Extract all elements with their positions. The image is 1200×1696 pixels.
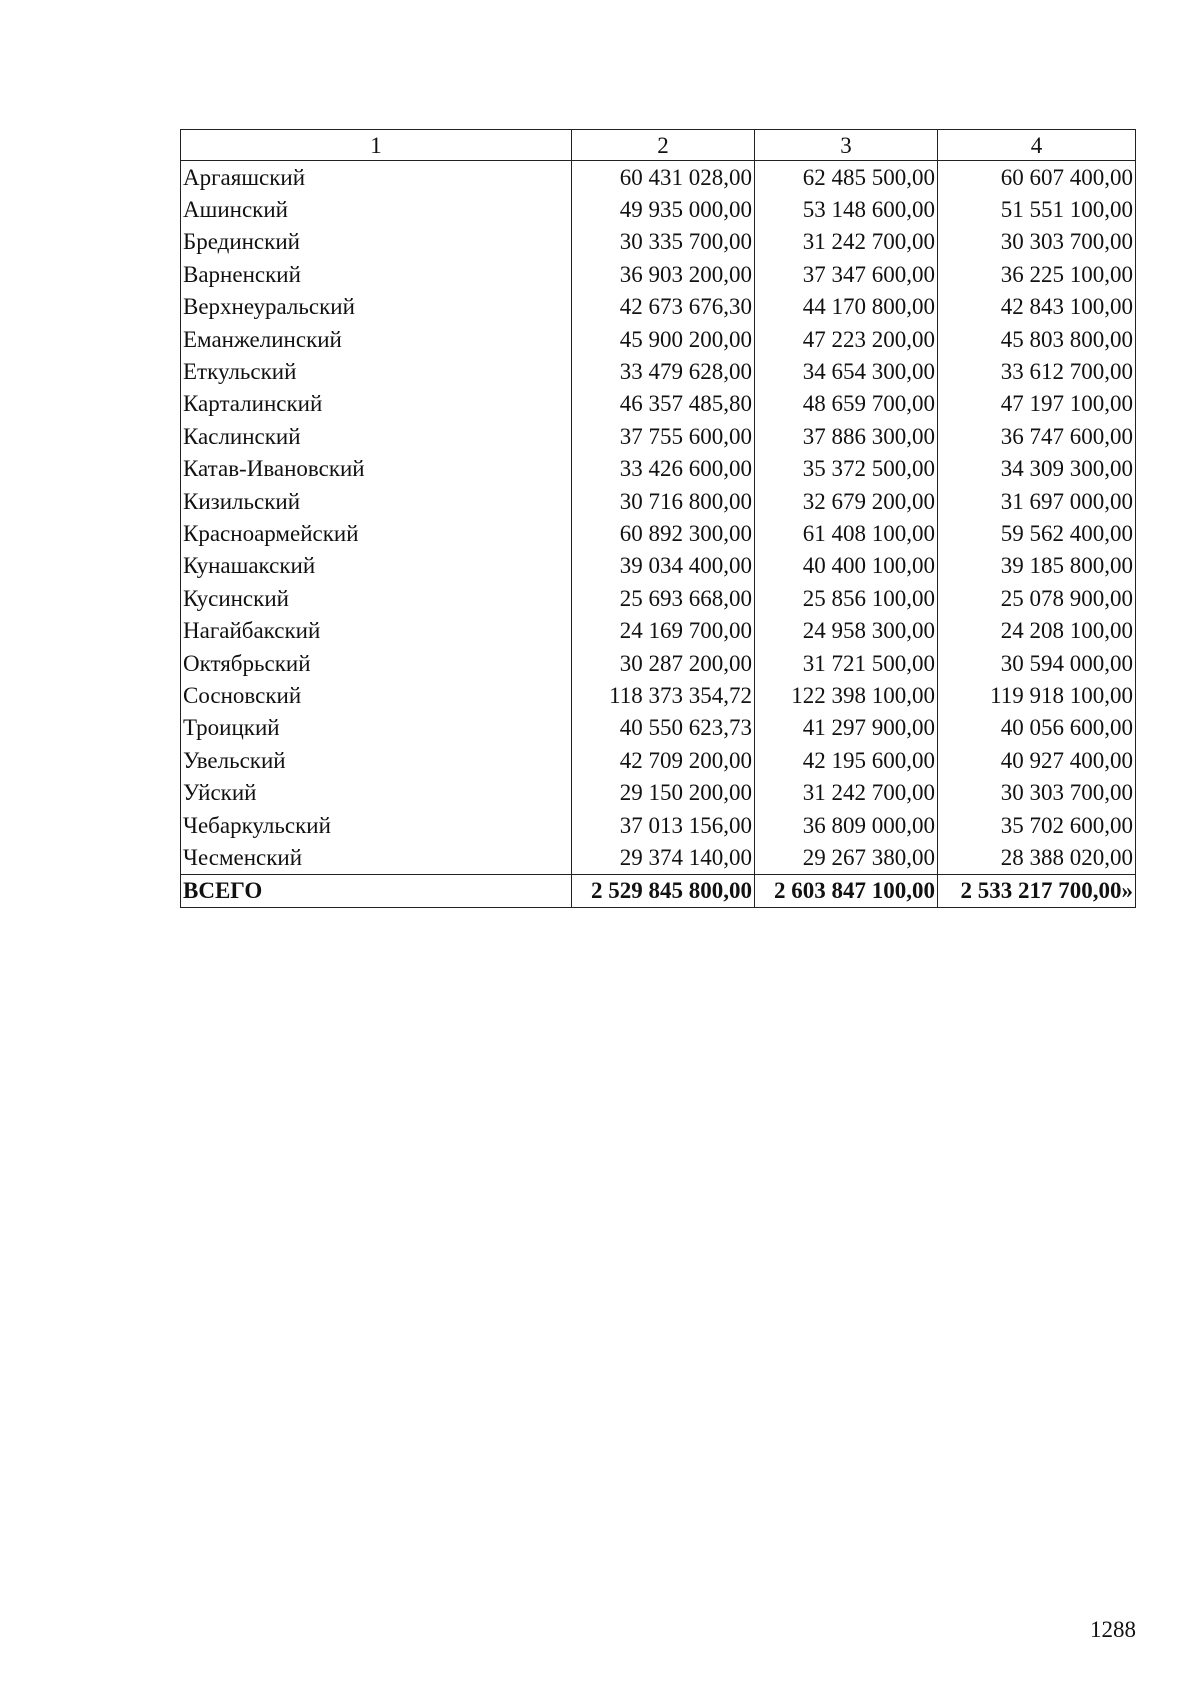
value-col-2-cell: 45 900 200,00 — [572, 323, 755, 355]
table-row — [181, 614, 1136, 646]
value-col-4-cell: 34 309 300,00 — [938, 453, 1136, 485]
value-col-4-cell: 35 702 600,00 — [938, 809, 1136, 841]
value-col-2-cell: 33 479 628,00 — [572, 355, 755, 387]
district-name-cell: Брединский — [181, 226, 572, 258]
district-name-cell: Увельский — [181, 744, 572, 776]
value-col-4-cell: 30 303 700,00 — [938, 776, 1136, 808]
value-col-2-cell: 40 550 623,73 — [572, 712, 755, 744]
value-col-2-cell: 24 169 700,00 — [572, 614, 755, 646]
value-col-4-cell: 47 197 100,00 — [938, 388, 1136, 420]
value-col-2-cell: 29 150 200,00 — [572, 776, 755, 808]
table-row — [181, 420, 1136, 452]
value-col-2-cell: 30 287 200,00 — [572, 647, 755, 679]
value-col-2-cell: 36 903 200,00 — [572, 258, 755, 290]
table-row — [181, 258, 1136, 290]
value-col-3-cell: 47 223 200,00 — [755, 323, 938, 355]
table-row — [181, 161, 1136, 194]
table-header-row — [181, 130, 1136, 161]
table-row — [181, 679, 1136, 711]
district-name-cell: Каслинский — [181, 420, 572, 452]
total-col-3: 2 603 847 100,00 — [755, 874, 938, 907]
value-col-2-cell: 37 013 156,00 — [572, 809, 755, 841]
budget-table — [180, 129, 1136, 908]
district-name-cell: Карталинский — [181, 388, 572, 420]
value-col-2-cell: 29 374 140,00 — [572, 841, 755, 874]
value-col-4-cell: 28 388 020,00 — [938, 841, 1136, 874]
value-col-3-cell: 122 398 100,00 — [755, 679, 938, 711]
value-col-2-cell: 49 935 000,00 — [572, 193, 755, 225]
table-row — [181, 453, 1136, 485]
district-name-cell: Октябрьский — [181, 647, 572, 679]
total-label: ВСЕГО — [181, 874, 572, 907]
value-col-2-cell: 33 426 600,00 — [572, 453, 755, 485]
value-col-2-cell: 30 716 800,00 — [572, 485, 755, 517]
value-col-2-cell: 60 892 300,00 — [572, 517, 755, 549]
district-name-cell: Нагайбакский — [181, 614, 572, 646]
district-name-cell: Уйский — [181, 776, 572, 808]
table-row — [181, 517, 1136, 549]
value-col-3-cell: 36 809 000,00 — [755, 809, 938, 841]
table-body — [181, 161, 1136, 875]
value-col-2-cell: 42 673 676,30 — [572, 291, 755, 323]
table-row — [181, 193, 1136, 225]
table-row — [181, 226, 1136, 258]
district-name-cell: Катав-Ивановский — [181, 453, 572, 485]
value-col-2-cell: 118 373 354,72 — [572, 679, 755, 711]
total-col-4: 2 533 217 700,00» — [938, 874, 1136, 907]
value-col-4-cell: 40 056 600,00 — [938, 712, 1136, 744]
table-total-row — [181, 874, 1136, 907]
district-name-cell: Сосновский — [181, 679, 572, 711]
page-number: 1288 — [1090, 1617, 1136, 1642]
value-col-4-cell: 51 551 100,00 — [938, 193, 1136, 225]
value-col-4-cell: 59 562 400,00 — [938, 517, 1136, 549]
value-col-3-cell: 61 408 100,00 — [755, 517, 938, 549]
table-row — [181, 323, 1136, 355]
value-col-3-cell: 62 485 500,00 — [755, 161, 938, 194]
value-col-3-cell: 31 242 700,00 — [755, 776, 938, 808]
value-col-4-cell: 45 803 800,00 — [938, 323, 1136, 355]
district-name-cell: Чесменский — [181, 841, 572, 874]
budget-table-container — [180, 129, 1136, 908]
district-name-cell: Кизильский — [181, 485, 572, 517]
value-col-4-cell: 36 747 600,00 — [938, 420, 1136, 452]
value-col-3-cell: 24 958 300,00 — [755, 614, 938, 646]
table-row — [181, 841, 1136, 874]
table-row — [181, 291, 1136, 323]
value-col-3-cell: 29 267 380,00 — [755, 841, 938, 874]
value-col-2-cell: 37 755 600,00 — [572, 420, 755, 452]
value-col-3-cell: 37 347 600,00 — [755, 258, 938, 290]
value-col-4-cell: 60 607 400,00 — [938, 161, 1136, 194]
table-row — [181, 744, 1136, 776]
table-row — [181, 712, 1136, 744]
district-name-cell: Аргаяшский — [181, 161, 572, 194]
district-name-cell: Кусинский — [181, 582, 572, 614]
value-col-4-cell: 42 843 100,00 — [938, 291, 1136, 323]
value-col-2-cell: 30 335 700,00 — [572, 226, 755, 258]
value-col-4-cell: 119 918 100,00 — [938, 679, 1136, 711]
value-col-3-cell: 40 400 100,00 — [755, 550, 938, 582]
table-row — [181, 485, 1136, 517]
column-header-4: 4 — [938, 130, 1136, 161]
value-col-4-cell: 40 927 400,00 — [938, 744, 1136, 776]
value-col-4-cell: 30 594 000,00 — [938, 647, 1136, 679]
district-name-cell: Еткульский — [181, 355, 572, 387]
district-name-cell: Троицкий — [181, 712, 572, 744]
value-col-4-cell: 31 697 000,00 — [938, 485, 1136, 517]
value-col-3-cell: 41 297 900,00 — [755, 712, 938, 744]
column-header-1: 1 — [181, 130, 572, 161]
district-name-cell: Верхнеуральский — [181, 291, 572, 323]
district-name-cell: Чебаркульский — [181, 809, 572, 841]
value-col-4-cell: 36 225 100,00 — [938, 258, 1136, 290]
district-name-cell: Еманжелинский — [181, 323, 572, 355]
value-col-2-cell: 39 034 400,00 — [572, 550, 755, 582]
value-col-3-cell: 37 886 300,00 — [755, 420, 938, 452]
value-col-3-cell: 32 679 200,00 — [755, 485, 938, 517]
district-name-cell: Красноармейский — [181, 517, 572, 549]
table-row — [181, 776, 1136, 808]
value-col-2-cell: 42 709 200,00 — [572, 744, 755, 776]
table-row — [181, 388, 1136, 420]
table-row — [181, 809, 1136, 841]
table-row — [181, 647, 1136, 679]
column-header-3: 3 — [755, 130, 938, 161]
value-col-2-cell: 46 357 485,80 — [572, 388, 755, 420]
value-col-3-cell: 34 654 300,00 — [755, 355, 938, 387]
value-col-3-cell: 44 170 800,00 — [755, 291, 938, 323]
table-row — [181, 355, 1136, 387]
value-col-3-cell: 25 856 100,00 — [755, 582, 938, 614]
value-col-4-cell: 30 303 700,00 — [938, 226, 1136, 258]
value-col-2-cell: 25 693 668,00 — [572, 582, 755, 614]
value-col-3-cell: 35 372 500,00 — [755, 453, 938, 485]
table-row — [181, 582, 1136, 614]
value-col-4-cell: 33 612 700,00 — [938, 355, 1136, 387]
value-col-4-cell: 39 185 800,00 — [938, 550, 1136, 582]
value-col-2-cell: 60 431 028,00 — [572, 161, 755, 194]
column-header-2: 2 — [572, 130, 755, 161]
value-col-3-cell: 53 148 600,00 — [755, 193, 938, 225]
district-name-cell: Варненский — [181, 258, 572, 290]
total-col-2: 2 529 845 800,00 — [572, 874, 755, 907]
value-col-3-cell: 31 242 700,00 — [755, 226, 938, 258]
value-col-4-cell: 24 208 100,00 — [938, 614, 1136, 646]
table-row — [181, 550, 1136, 582]
district-name-cell: Ашинский — [181, 193, 572, 225]
value-col-3-cell: 31 721 500,00 — [755, 647, 938, 679]
district-name-cell: Кунашакский — [181, 550, 572, 582]
value-col-4-cell: 25 078 900,00 — [938, 582, 1136, 614]
value-col-3-cell: 42 195 600,00 — [755, 744, 938, 776]
value-col-3-cell: 48 659 700,00 — [755, 388, 938, 420]
